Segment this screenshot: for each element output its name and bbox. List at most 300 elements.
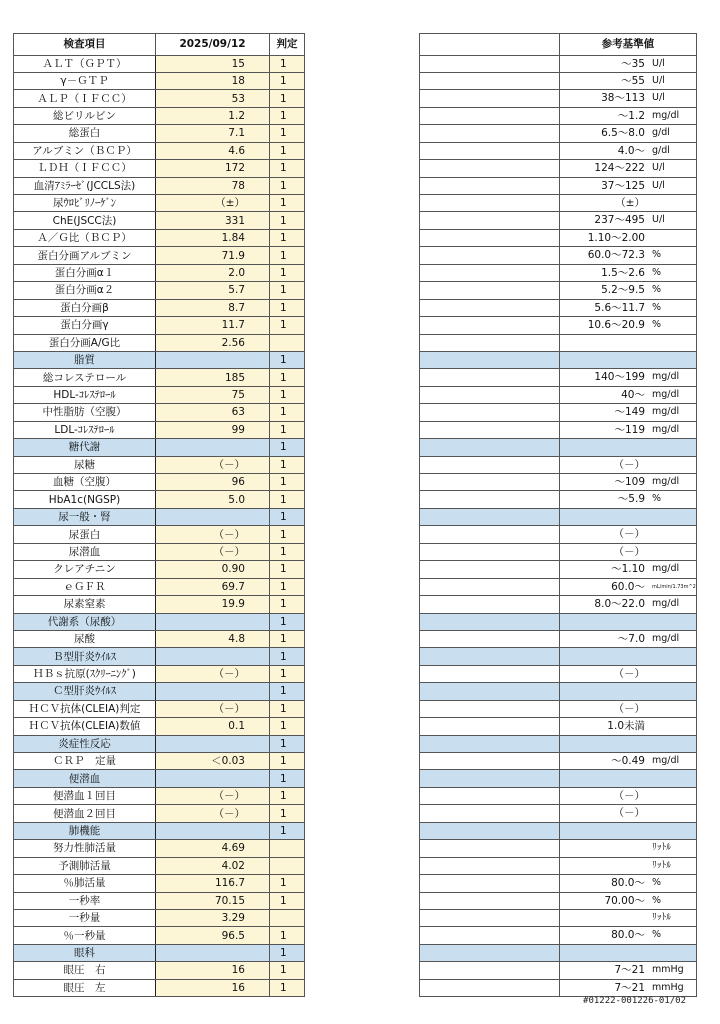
header-empty-col-2 xyxy=(420,34,560,56)
reference-wrap xyxy=(560,701,696,717)
test-result-value: （－） xyxy=(156,787,270,804)
empty-cell xyxy=(420,840,560,857)
empty-cell xyxy=(305,299,420,316)
reference-cell xyxy=(560,474,697,491)
judgement-code: 1 xyxy=(270,195,305,212)
judgement-code: 1 xyxy=(270,439,305,456)
empty-cell xyxy=(305,892,420,909)
reference-unit: mg/dl xyxy=(652,632,680,644)
test-item-name: 努力性肺活量 xyxy=(14,840,156,857)
result-row xyxy=(14,264,697,281)
empty-cell xyxy=(305,770,420,787)
test-item-name: 眼圧 左 xyxy=(14,979,156,996)
test-result-value xyxy=(156,439,270,456)
empty-cell xyxy=(305,317,420,334)
test-result-value xyxy=(156,508,270,525)
reference-wrap xyxy=(560,805,696,821)
empty-cell xyxy=(305,282,420,299)
reference-cell xyxy=(560,630,697,647)
reference-cell xyxy=(560,55,697,72)
reference-cell xyxy=(560,875,697,892)
empty-cell xyxy=(305,125,420,142)
test-item-name: 総ビリルビン xyxy=(14,107,156,124)
reference-unit: mmHg xyxy=(652,964,684,976)
reference-range: 10.6～20.9 xyxy=(587,319,645,332)
reference-range: （－） xyxy=(613,789,645,802)
empty-cell xyxy=(420,875,560,892)
reference-range: 7～21 xyxy=(614,981,645,994)
reference-cell xyxy=(560,212,697,229)
reference-unit: g/dl xyxy=(652,127,670,139)
result-row xyxy=(14,491,697,508)
reference-unit: % xyxy=(652,929,662,941)
reference-range: 1.5～2.6 xyxy=(601,266,645,279)
empty-cell xyxy=(305,456,420,473)
judgement-code: 1 xyxy=(270,351,305,368)
reference-cell xyxy=(560,90,697,107)
empty-cell xyxy=(420,334,560,351)
reference-unit: % xyxy=(652,249,662,261)
reference-cell xyxy=(560,125,697,142)
reference-wrap xyxy=(560,753,696,769)
test-item-name: 血糖（空腹） xyxy=(14,474,156,491)
section-row xyxy=(14,351,697,368)
test-item-name: 尿糖 xyxy=(14,456,156,473)
empty-cell xyxy=(305,474,420,491)
reference-cell xyxy=(560,787,697,804)
empty-cell xyxy=(420,944,560,961)
judgement-code: 1 xyxy=(270,125,305,142)
reference-range xyxy=(560,945,648,961)
empty-cell xyxy=(305,386,420,403)
reference-wrap xyxy=(560,247,696,263)
reference-cell xyxy=(560,596,697,613)
result-row xyxy=(14,55,697,72)
reference-cell xyxy=(560,822,697,839)
test-result-value: 15 xyxy=(156,55,270,72)
reference-wrap xyxy=(560,90,696,106)
reference-cell xyxy=(560,160,697,177)
empty-cell xyxy=(305,508,420,525)
reference-cell xyxy=(560,718,697,735)
reference-cell xyxy=(560,264,697,281)
reference-range: ～5.9 xyxy=(617,493,645,506)
empty-cell xyxy=(305,334,420,351)
header-date: 2025/09/12 xyxy=(156,34,270,56)
lab-results-table xyxy=(13,33,697,997)
judgement-code: 1 xyxy=(270,526,305,543)
section-name: 肺機能 xyxy=(14,822,156,839)
test-item-name: γ－ＧＴＰ xyxy=(14,72,156,89)
reference-wrap xyxy=(560,491,696,507)
reference-wrap xyxy=(560,893,696,909)
judgement-code: 1 xyxy=(270,735,305,752)
judgement-code: 1 xyxy=(270,229,305,246)
reference-range: 5.2～9.5 xyxy=(601,284,645,297)
empty-cell xyxy=(305,648,420,665)
reference-unit: mg/dl xyxy=(652,563,680,575)
test-result-value: 75 xyxy=(156,386,270,403)
reference-cell xyxy=(560,334,697,351)
reference-range: 7～21 xyxy=(614,964,645,977)
empty-cell xyxy=(420,683,560,700)
test-result-value: 19.9 xyxy=(156,596,270,613)
reference-cell xyxy=(560,543,697,560)
empty-cell xyxy=(305,107,420,124)
test-item-name: 尿潜血 xyxy=(14,543,156,560)
reference-unit xyxy=(648,614,696,630)
reference-range: 70.00～ xyxy=(604,894,645,907)
reference-wrap xyxy=(560,718,696,734)
reference-wrap xyxy=(560,980,696,996)
test-result-value: 96.5 xyxy=(156,927,270,944)
reference-range: （±） xyxy=(615,197,645,209)
test-result-value: 4.6 xyxy=(156,142,270,159)
empty-cell xyxy=(420,421,560,438)
empty-cell xyxy=(420,90,560,107)
reference-wrap xyxy=(560,544,696,560)
reference-range xyxy=(560,648,648,664)
result-row xyxy=(14,72,697,89)
judgement-code: 1 xyxy=(270,787,305,804)
reference-cell xyxy=(560,962,697,979)
reference-range: （－） xyxy=(613,458,645,471)
reference-wrap xyxy=(560,125,696,141)
reference-wrap xyxy=(560,212,696,228)
test-result-value: （－） xyxy=(156,543,270,560)
result-row xyxy=(14,753,697,770)
judgement-code: 1 xyxy=(270,944,305,961)
reference-wrap xyxy=(560,788,696,804)
test-result-value: 71.9 xyxy=(156,247,270,264)
reference-wrap xyxy=(560,736,696,752)
empty-cell xyxy=(420,962,560,979)
empty-cell xyxy=(305,596,420,613)
reference-range xyxy=(560,858,648,874)
reference-wrap xyxy=(560,927,696,943)
reference-wrap xyxy=(560,910,696,926)
reference-range xyxy=(560,683,648,699)
test-item-name: 尿素窒素 xyxy=(14,596,156,613)
reference-range: 60.0～72.3 xyxy=(587,249,645,262)
test-result-value: （－） xyxy=(156,665,270,682)
reference-unit xyxy=(648,230,696,246)
section-row xyxy=(14,944,697,961)
reference-cell xyxy=(560,282,697,299)
result-row xyxy=(14,718,697,735)
empty-cell xyxy=(420,700,560,717)
test-item-name: 総蛋白 xyxy=(14,125,156,142)
test-result-value: 78 xyxy=(156,177,270,194)
result-row xyxy=(14,107,697,124)
reference-range xyxy=(560,840,648,856)
result-row xyxy=(14,909,697,926)
reference-unit: ﾘｯﾄﾙ xyxy=(652,842,672,854)
result-row xyxy=(14,927,697,944)
empty-cell xyxy=(305,875,420,892)
reference-unit xyxy=(648,526,696,542)
empty-cell xyxy=(305,735,420,752)
judgement-code: 1 xyxy=(270,718,305,735)
reference-unit: mg/dl xyxy=(652,476,680,487)
empty-cell xyxy=(420,857,560,874)
judgement-code xyxy=(270,857,305,874)
empty-cell xyxy=(420,822,560,839)
reference-unit xyxy=(648,701,696,717)
reference-cell xyxy=(560,299,697,316)
reference-cell xyxy=(560,927,697,944)
judgement-code: 1 xyxy=(270,648,305,665)
reference-range: 60.0～ xyxy=(611,580,645,593)
judgement-code: 1 xyxy=(270,805,305,822)
empty-cell xyxy=(305,805,420,822)
empty-cell xyxy=(305,822,420,839)
judgement-code: 1 xyxy=(270,404,305,421)
reference-unit: U/l xyxy=(652,57,665,69)
section-name: Ｂ型肝炎ｳｲﾙｽ xyxy=(14,648,156,665)
test-item-name: 便潜血１回目 xyxy=(14,787,156,804)
reference-unit: mg/dl xyxy=(652,388,680,400)
reference-wrap xyxy=(560,73,696,89)
result-row xyxy=(14,787,697,804)
test-result-value: 16 xyxy=(156,979,270,996)
result-row xyxy=(14,805,697,822)
reference-unit: % xyxy=(652,877,662,889)
reference-cell xyxy=(560,648,697,665)
judgement-code: 1 xyxy=(270,683,305,700)
reference-range: ～35 xyxy=(621,57,645,70)
result-row xyxy=(14,578,697,595)
test-result-value: （±） xyxy=(156,195,270,212)
reference-cell xyxy=(560,805,697,822)
empty-cell xyxy=(420,125,560,142)
judgement-code: 1 xyxy=(270,177,305,194)
reference-unit: ﾘｯﾄﾙ xyxy=(652,911,672,923)
test-item-name: 尿酸 xyxy=(14,630,156,647)
reference-unit xyxy=(648,335,696,351)
judgement-code xyxy=(270,840,305,857)
reference-range: 6.5～8.0 xyxy=(601,127,645,140)
reference-range xyxy=(560,335,648,351)
reference-unit xyxy=(648,509,696,525)
reference-unit xyxy=(648,736,696,752)
document-code: #01222-001226-01/02 xyxy=(583,996,686,1006)
judgement-code: 1 xyxy=(270,979,305,996)
test-result-value xyxy=(156,648,270,665)
empty-cell xyxy=(305,369,420,386)
test-result-value: 172 xyxy=(156,160,270,177)
reference-wrap xyxy=(560,282,696,298)
reference-range: 1.0未満 xyxy=(607,720,645,733)
reference-unit xyxy=(648,195,696,211)
reference-wrap xyxy=(560,335,696,351)
test-result-value: 4.8 xyxy=(156,630,270,647)
empty-cell xyxy=(420,439,560,456)
empty-cell xyxy=(420,665,560,682)
reference-wrap xyxy=(560,195,696,211)
empty-cell xyxy=(305,979,420,996)
test-item-name: 蛋白分画α１ xyxy=(14,264,156,281)
section-name: 尿一般・腎 xyxy=(14,508,156,525)
empty-cell xyxy=(420,282,560,299)
empty-cell xyxy=(420,596,560,613)
test-result-value: 2.0 xyxy=(156,264,270,281)
empty-cell xyxy=(420,508,560,525)
test-result-value: 2.56 xyxy=(156,334,270,351)
reference-unit: % xyxy=(652,894,662,906)
result-row xyxy=(14,386,697,403)
reference-wrap xyxy=(560,369,696,385)
judgement-code: 1 xyxy=(270,142,305,159)
reference-wrap xyxy=(560,422,696,438)
reference-range: （－） xyxy=(613,545,645,558)
reference-unit xyxy=(648,805,696,821)
reference-range xyxy=(560,352,648,368)
test-item-name: HbA1c(NGSP) xyxy=(14,491,156,508)
section-name: 炎症性反応 xyxy=(14,735,156,752)
empty-cell xyxy=(305,665,420,682)
empty-cell xyxy=(305,404,420,421)
reference-range xyxy=(560,910,648,926)
judgement-code: 1 xyxy=(270,578,305,595)
result-row xyxy=(14,630,697,647)
empty-cell xyxy=(420,892,560,909)
section-row xyxy=(14,613,697,630)
reference-range: 1.10～2.00 xyxy=(587,231,645,244)
empty-cell xyxy=(305,944,420,961)
judgement-code: 1 xyxy=(270,317,305,334)
reference-wrap xyxy=(560,439,696,455)
empty-cell xyxy=(305,787,420,804)
test-item-name: ＨＣＶ抗体(CLEIA)判定 xyxy=(14,700,156,717)
empty-cell xyxy=(420,787,560,804)
result-row xyxy=(14,543,697,560)
test-result-value: （－） xyxy=(156,700,270,717)
result-row xyxy=(14,317,697,334)
test-result-value xyxy=(156,944,270,961)
test-item-name: クレアチニン xyxy=(14,561,156,578)
empty-cell xyxy=(305,561,420,578)
empty-cell xyxy=(305,72,420,89)
test-result-value: 116.7 xyxy=(156,875,270,892)
result-row xyxy=(14,840,697,857)
result-row xyxy=(14,421,697,438)
judgement-code: 1 xyxy=(270,770,305,787)
empty-cell xyxy=(420,561,560,578)
judgement-code: 1 xyxy=(270,160,305,177)
reference-wrap xyxy=(560,840,696,856)
empty-cell xyxy=(305,491,420,508)
test-result-value: （－） xyxy=(156,456,270,473)
empty-cell xyxy=(305,177,420,194)
judgement-code: 1 xyxy=(270,212,305,229)
test-item-name: 蛋白分画A/G比 xyxy=(14,334,156,351)
test-item-name: ％肺活量 xyxy=(14,875,156,892)
reference-range: 38～113 xyxy=(601,92,645,105)
section-row xyxy=(14,683,697,700)
empty-cell xyxy=(420,648,560,665)
empty-cell xyxy=(305,683,420,700)
reference-wrap xyxy=(560,230,696,246)
empty-cell xyxy=(305,840,420,857)
test-item-name: 尿蛋白 xyxy=(14,526,156,543)
judgement-code: 1 xyxy=(270,299,305,316)
test-item-name: HDL-ｺﾚｽﾃﾛｰﾙ xyxy=(14,386,156,403)
reference-range: （－） xyxy=(613,702,645,715)
reference-wrap xyxy=(560,143,696,159)
result-row xyxy=(14,474,697,491)
judgement-code: 1 xyxy=(270,700,305,717)
reference-unit: mg/dl xyxy=(652,755,680,766)
empty-cell xyxy=(420,264,560,281)
reference-cell xyxy=(560,195,697,212)
empty-cell xyxy=(420,299,560,316)
test-item-name: 尿ｳﾛﾋﾞﾘﾉｰｹﾞﾝ xyxy=(14,195,156,212)
judgement-code: 1 xyxy=(270,491,305,508)
judgement-code: 1 xyxy=(270,456,305,473)
result-row xyxy=(14,369,697,386)
reference-wrap xyxy=(560,300,696,316)
empty-cell xyxy=(420,753,560,770)
reference-range: 237～495 xyxy=(594,214,645,227)
test-item-name: 蛋白分画α２ xyxy=(14,282,156,299)
test-result-value: 18 xyxy=(156,72,270,89)
empty-cell xyxy=(305,195,420,212)
judgement-code: 1 xyxy=(270,753,305,770)
reference-cell xyxy=(560,107,697,124)
test-result-value: （－） xyxy=(156,526,270,543)
reference-cell xyxy=(560,142,697,159)
reference-range xyxy=(560,736,648,752)
reference-cell xyxy=(560,439,697,456)
test-item-name: ＡＬＰ（ＩＦＣＣ） xyxy=(14,90,156,107)
reference-cell xyxy=(560,508,697,525)
reference-unit: % xyxy=(652,284,662,296)
result-row xyxy=(14,596,697,613)
result-row xyxy=(14,700,697,717)
reference-range: 80.0～ xyxy=(611,929,645,942)
test-result-value: 8.7 xyxy=(156,299,270,316)
reference-unit: % xyxy=(652,493,662,505)
test-result-value: 96 xyxy=(156,474,270,491)
test-result-value: 185 xyxy=(156,369,270,386)
reference-wrap xyxy=(560,387,696,403)
reference-cell xyxy=(560,840,697,857)
reference-wrap xyxy=(560,265,696,281)
empty-cell xyxy=(420,770,560,787)
reference-cell xyxy=(560,979,697,996)
judgement-code: 1 xyxy=(270,508,305,525)
reference-cell xyxy=(560,857,697,874)
empty-cell xyxy=(305,160,420,177)
test-result-value xyxy=(156,613,270,630)
reference-unit: mg/dl xyxy=(652,109,680,121)
reference-cell xyxy=(560,351,697,368)
reference-wrap xyxy=(560,178,696,194)
reference-wrap xyxy=(560,823,696,839)
reference-cell xyxy=(560,683,697,700)
result-row xyxy=(14,90,697,107)
reference-wrap xyxy=(560,526,696,542)
reference-wrap xyxy=(560,404,696,420)
section-name: 糖代謝 xyxy=(14,439,156,456)
reference-range: ～0.49 xyxy=(611,755,645,767)
reference-range: 37～125 xyxy=(601,179,645,192)
test-item-name: 便潜血２回目 xyxy=(14,805,156,822)
empty-cell xyxy=(420,229,560,246)
judgement-code: 1 xyxy=(270,962,305,979)
reference-cell xyxy=(560,909,697,926)
